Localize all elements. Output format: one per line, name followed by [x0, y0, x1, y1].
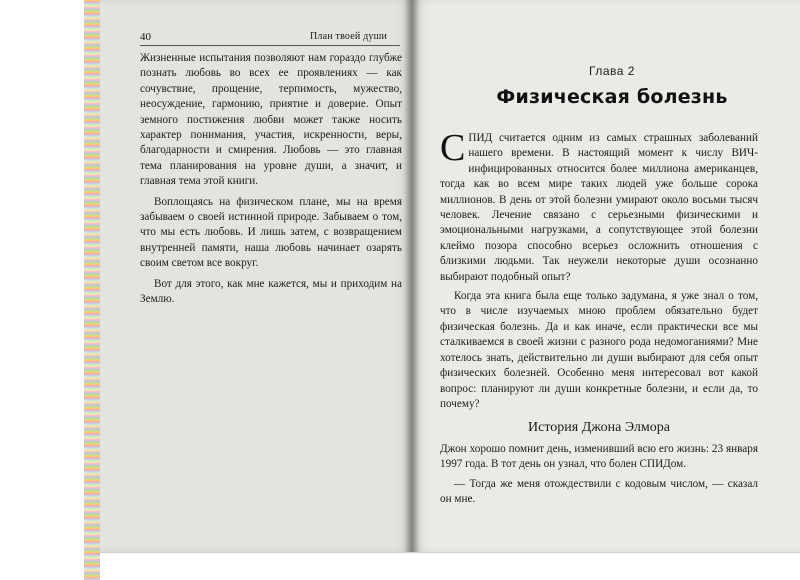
book-gutter [404, 0, 420, 552]
running-head-rule [140, 45, 400, 46]
right-paragraph-3: Джон хорошо помнит день, изменивший всю его жизнь: 23 января 1997 года. В тот день он узнал, что болен СПИДом. [440, 442, 758, 471]
left-page-body [140, 51, 402, 313]
scan-margin-bottom [100, 552, 800, 580]
left-paragraph-2: Воплощаясь на физическом плане, мы на время забываем о своей истинной природе. Забываем о том, что мы есть любовь. И лишь затем, с возвращением внутренней памяти, наша любовь начинает озарять своим светом все вокруг. [140, 195, 402, 270]
chapter-label: Глава 2 [589, 64, 635, 78]
running-head: План твоей души [310, 31, 388, 42]
left-paragraph-1: Жизненные испытания позволяют нам гораздо глубже познать любовь во всех ее проявлениях — как сочувствие, прощение, терпимость, мужество, неосуждение, гармонию, приятие и доверие. Опыт земного постижения любви может также носить характер понимания, участия, искренности, веры, благодарности и смирения. Любовь — это главная тема планирования на уровне души, а значит, и главная тема этой книги. [140, 52, 402, 188]
chapter-title: Физическая болезнь [496, 86, 728, 108]
scan-margin-left [0, 0, 96, 580]
right-page-body [440, 127, 758, 511]
left-paragraph-3: Вот для этого, как мне кажется, мы и приходим на Землю. [140, 277, 402, 306]
section-title: История Джона Элмора [528, 420, 670, 436]
right-paragraph-4: — Тогда же меня отождествили с кодовым числом, — сказал он мне. [440, 477, 758, 505]
right-paragraph-2: Когда эта книга была еще только задумана, я уже знал о том, что в числе изучаемых мною проблем обязательно будет физическая болезнь. Да и как иначе, если практически все мы сталкиваемся в своей жизни с разного рода недомоганиями? Мне хотелось знать, действительно ли души выбирают для себя опыт физических болезней. Особенно меня интересовал вот какой вопрос: планируют ли души конкретные болезни, и если да, то почему? [440, 290, 758, 410]
page-number: 40 [140, 31, 151, 43]
intro-text: ПИД считается одним из самых страшных заболеваний нашего времени. В настоящий момент к числу ВИЧ-инфицированных относится более миллиона американцев, тогда как во всем мире таких людей уже больше сорока миллионов. В день от этой болезни умирают около восьми тысяч человек. Лечение связано с серьезными физическими и эмоциональными нагрузками, а сопутствующее этой болезни клеймо позора способно всерьез осложнить отношения с близкими людьми. Так неужели некоторые души осознанно выбирают подобный опыт? [440, 132, 758, 283]
intro-paragraph [440, 127, 758, 285]
drop-cap: С [440, 127, 466, 169]
